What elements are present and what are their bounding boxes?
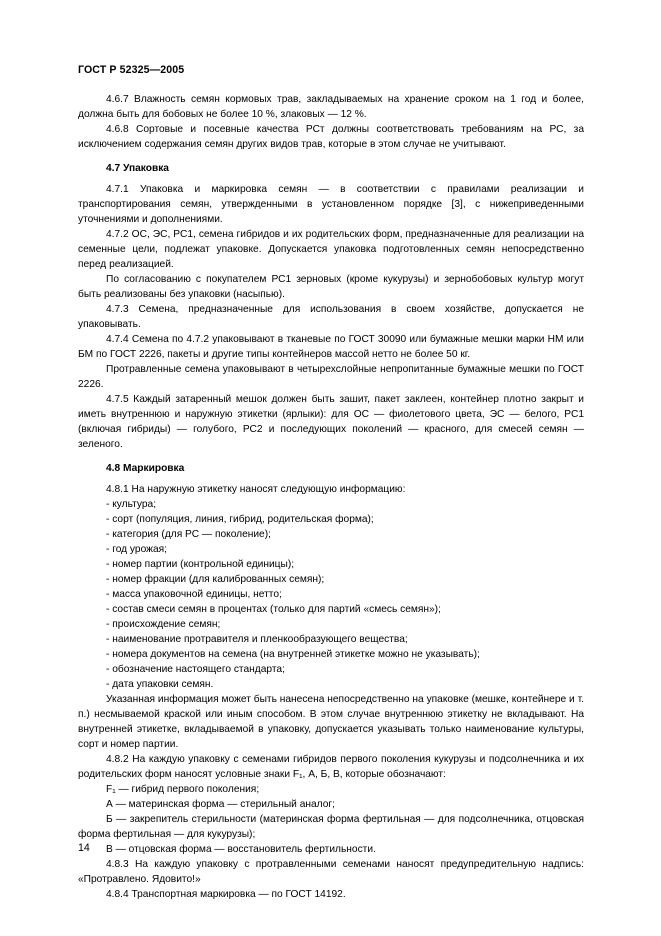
- paragraph: 4.7.4 Семена по 4.7.2 упаковывают в тканевые по ГОСТ 30090 или бумажные мешки марки НМ или БМ по ГОСТ 2226, пакеты и другие типы контейнеров массой нетто не более 50 кг.: [78, 334, 584, 360]
- list-item: - дата упаковки семян.: [106, 679, 214, 690]
- document-header: ГОСТ Р 52325—2005: [78, 64, 185, 76]
- section-heading: 4.7 Упаковка: [106, 163, 169, 174]
- list-item: - наименование протравителя и пленкообразующего вещества;: [106, 634, 408, 645]
- paragraph: Б — закрепитель стерильности (материнская форма фертильная — для подсолнечника, отцовская форма фертильная — для кукурузы);: [78, 814, 584, 840]
- section-heading: 4.8 Маркировка: [106, 463, 185, 474]
- paragraph: 4.6.7 Влажность семян кормовых трав, закладываемых на хранение сроком на 1 год и более, должна быть для бобовых не более 10 %, злаковых — 12 %.: [78, 94, 584, 120]
- paragraph: 4.7.5 Каждый затаренный мешок должен быть зашит, пакет заклеен, контейнер плотно закрыт и иметь внутреннюю и наружную этикетки (ярлыки): для ОС — фиолетового цвета, ЭС — белого, РС1 (включая гибриды) — голубого, РС2 и последующих поколений — красного, для смесей семян — зеленого.: [78, 394, 584, 450]
- list-item: F₁ — гибрид первого поколения;: [106, 784, 260, 795]
- list-item: - состав смеси семян в процентах (только для партий «смесь семян»);: [106, 604, 441, 615]
- list-item: - культура;: [106, 499, 157, 510]
- list-item: - номера документов на семена (на внутренней этикетке можно не указывать);: [106, 649, 480, 660]
- paragraph: 4.8.3 На каждую упаковку с протравленными семенами наносят предупредительную надпись: «Протравлено. Ядовито!»: [78, 859, 584, 885]
- list-item: - категория (для РС — поколение);: [106, 529, 271, 540]
- list-item: А — материнская форма — стерильный аналог;: [106, 799, 335, 810]
- list-item: В — отцовская форма — восстановитель фертильности.: [106, 844, 376, 855]
- list-item: - год урожая;: [106, 544, 167, 555]
- paragraph: Протравленные семена упаковывают в четырехслойные непропитанные бумажные мешки по ГОСТ 2226.: [78, 364, 584, 390]
- paragraph: 4.6.8 Сортовые и посевные качества РСт должны соответствовать требованиям на РС, за исключением содержания семян других видов трав, которые в этом случае не учитывают.: [78, 124, 584, 150]
- paragraph: 4.7.2 ОС, ЭС, РС1, семена гибридов и их родительских форм, предназначенные для реализации на семенные цели, подлежат упаковке. Допускается упаковка подготовленных семян непосредственно перед реализацией.: [78, 229, 584, 270]
- list-item: - масса упаковочной единицы, нетто;: [106, 589, 282, 600]
- list-item: - сорт (популяция, линия, гибрид, родительская форма);: [106, 514, 374, 525]
- paragraph: 4.8.1 На наружную этикетку наносят следующую информацию:: [106, 484, 406, 495]
- paragraph: 4.8.2 На каждую упаковку с семенами гибридов первого поколения кукурузы и подсолнечника и их родительских форм наносят условные знаки F₁, А, Б, В, которые обозначают:: [78, 754, 584, 780]
- paragraph: 4.7.3 Семена, предназначенные для использования в своем хозяйстве, допускается не упаковывать.: [78, 304, 584, 330]
- document-body: [78, 92, 584, 902]
- paragraph: 4.7.1 Упаковка и маркировка семян — в соответствии с правилами реализации и транспортирования семян, утвержденными в установленном порядке [3], с нижеприведенными уточнениями и дополнениями.: [78, 184, 584, 225]
- page-number: 14: [78, 842, 90, 854]
- list-item: - происхождение семян;: [106, 619, 221, 630]
- paragraph: По согласованию с покупателем РС1 зерновых (кроме кукурузы) и зернобобовых культур могут быть реализованы без упаковки (насыпью).: [78, 274, 584, 300]
- list-item: - номер фракции (для калиброванных семян);: [106, 574, 325, 585]
- list-item: - номер партии (контрольной единицы);: [106, 559, 295, 570]
- list-item: - обозначение настоящего стандарта;: [106, 664, 285, 675]
- paragraph: 4.8.4 Транспортная маркировка — по ГОСТ 14192.: [106, 889, 346, 900]
- paragraph: Указанная информация может быть нанесена непосредственно на упаковке (мешке, контейнере и т. п.) несмываемой краской или иным способом. В этом случае внутреннюю этикетку не вкладывают. На внутренней этикетке, вкладываемой в упаковку, допускается указывать только наименование культуры, сорт и номер партии.: [78, 694, 584, 750]
